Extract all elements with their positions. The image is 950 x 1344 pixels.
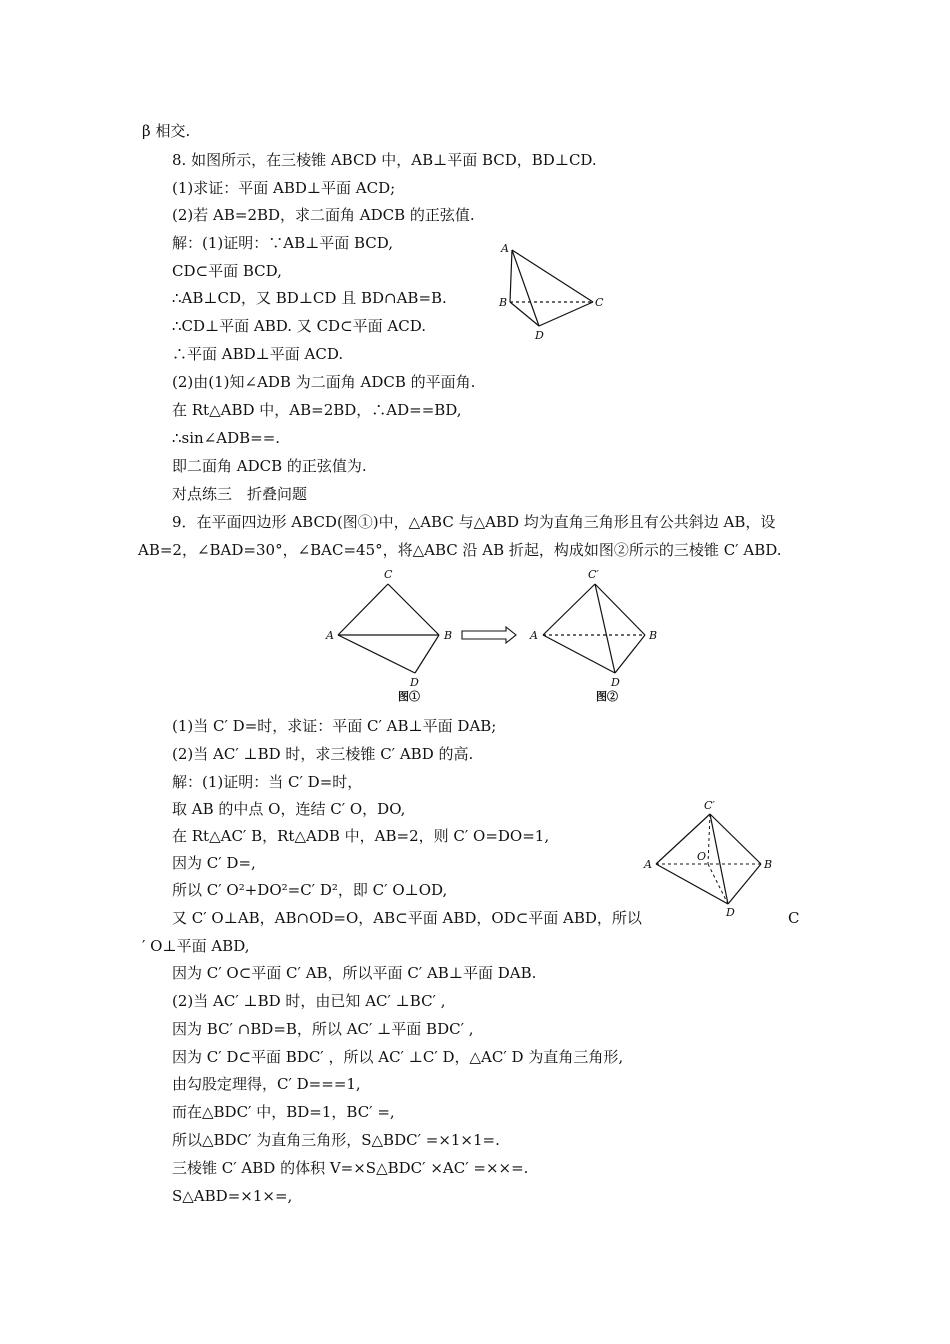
vertex-label: B xyxy=(649,629,658,642)
text-line: S△ABD=×1×=, xyxy=(172,1187,293,1205)
text-line: (1)求证：平面 ABD⊥平面 ACD; xyxy=(172,179,396,197)
text-line: β 相交. xyxy=(142,122,191,140)
vertex-label: A xyxy=(530,629,538,642)
text-line: 因为 C′ D=, xyxy=(172,854,256,872)
text-line: C xyxy=(788,909,800,927)
text-line: 即二面角 ADCB 的正弦值为. xyxy=(172,457,367,475)
text-line: 三棱锥 C′ ABD 的体积 V=×S△BDC′ ×AC′ =××=. xyxy=(172,1159,529,1177)
text-line: 所以 C′ O²+DO²=C′ D²，即 C′ O⊥OD, xyxy=(172,881,448,899)
tetrahedron-figure xyxy=(495,238,610,343)
text-line: 解：(1)证明：∵AB⊥平面 BCD, xyxy=(172,234,394,252)
vertex-label: D xyxy=(726,906,735,918)
figure-caption: 图① xyxy=(398,690,420,703)
text-line: (2)由(1)知∠ADB 为二面角 ADCB 的平面角. xyxy=(172,373,476,391)
vertex-label: A xyxy=(644,858,652,871)
text-line: (1)当 C′ D=时，求证：平面 C′ AB⊥平面 DAB; xyxy=(172,717,497,735)
vertex-label: C′ xyxy=(588,568,599,581)
vertex-label: A xyxy=(326,629,334,642)
vertex-label: C′ xyxy=(704,799,715,812)
text-line: CD⊂平面 BCD, xyxy=(172,262,282,280)
text-line: AB=2，∠BAD=30°，∠BAC=45°，将△ABC 沿 AB 折起，构成如图②所示的三棱锥 C′ ABD. xyxy=(138,541,782,559)
text-line: 因为 C′ O⊂平面 C′ AB，所以平面 C′ AB⊥平面 DAB. xyxy=(172,964,537,982)
vertex-label: A xyxy=(501,242,509,255)
vertex-label: C xyxy=(384,568,393,581)
text-line: ∴平面 ABD⊥平面 ACD. xyxy=(172,345,344,363)
text-line: 而在△BDC′ 中，BD=1，BC′ =, xyxy=(172,1103,395,1121)
folding-figure xyxy=(320,566,665,706)
text-line: 解：(1)证明：当 C′ D=时， xyxy=(172,773,363,791)
text-line: 由勾股定理得，C′ D===1, xyxy=(172,1075,361,1093)
section-heading: 对点练三 折叠问题 xyxy=(172,485,308,503)
text-line: (2)若 AB=2BD，求二面角 ADCB 的正弦值. xyxy=(172,206,475,224)
figure-caption: 图② xyxy=(596,690,618,703)
vertex-label: D xyxy=(410,676,419,689)
problem-8-statement: 8. 如图所示，在三棱锥 ABCD 中，AB⊥平面 BCD，BD⊥CD. xyxy=(172,151,597,169)
text-line: 在 Rt△ABD 中，AB=2BD，∴AD==BD, xyxy=(172,401,462,419)
text-line: ∴sin∠ADB==. xyxy=(172,429,281,447)
problem-9-statement: 9．在平面四边形 ABCD(图①)中，△ABC 与△ABD 均为直角三角形且有公共斜边 AB，设 xyxy=(172,513,776,531)
vertex-label: B xyxy=(499,296,508,309)
text-line: ∴AB⊥CD，又 BD⊥CD 且 BD∩AB=B. xyxy=(172,289,447,307)
vertex-label: D xyxy=(611,676,620,689)
text-line: (2)当 AC′ ⊥BD 时，由已知 AC′ ⊥BC′ , xyxy=(172,992,446,1010)
text-line: 所以△BDC′ 为直角三角形，S△BDC′ =×1×1=. xyxy=(172,1131,500,1149)
vertex-label: O xyxy=(697,850,707,863)
vertex-label: D xyxy=(535,329,544,342)
text-line: ′ O⊥平面 ABD, xyxy=(142,937,250,955)
text-line: ∴CD⊥平面 ABD. 又 CD⊂平面 ACD. xyxy=(172,317,426,335)
vertex-label: B xyxy=(444,629,453,642)
vertex-label: C xyxy=(595,296,604,309)
arrow-icon xyxy=(462,627,516,643)
text-line: 因为 BC′ ∩BD=B，所以 AC′ ⊥平面 BDC′ , xyxy=(172,1020,474,1038)
vertex-label: B xyxy=(764,858,773,871)
text-line: 因为 C′ D⊂平面 BDC′ ，所以 AC′ ⊥C′ D，△AC′ D 为直角三角形, xyxy=(172,1048,624,1066)
text-line: 又 C′ O⊥AB，AB∩OD=O，AB⊂平面 ABD，OD⊂平面 ABD，所以 xyxy=(172,909,642,927)
text-line: 取 AB 的中点 O，连结 C′ O，DO, xyxy=(172,800,406,818)
pyramid-figure xyxy=(640,796,775,918)
text-line: (2)当 AC′ ⊥BD 时，求三棱锥 C′ ABD 的高. xyxy=(172,745,474,763)
text-line: 在 Rt△AC′ B，Rt△ADB 中，AB=2，则 C′ O=DO=1, xyxy=(172,827,550,845)
